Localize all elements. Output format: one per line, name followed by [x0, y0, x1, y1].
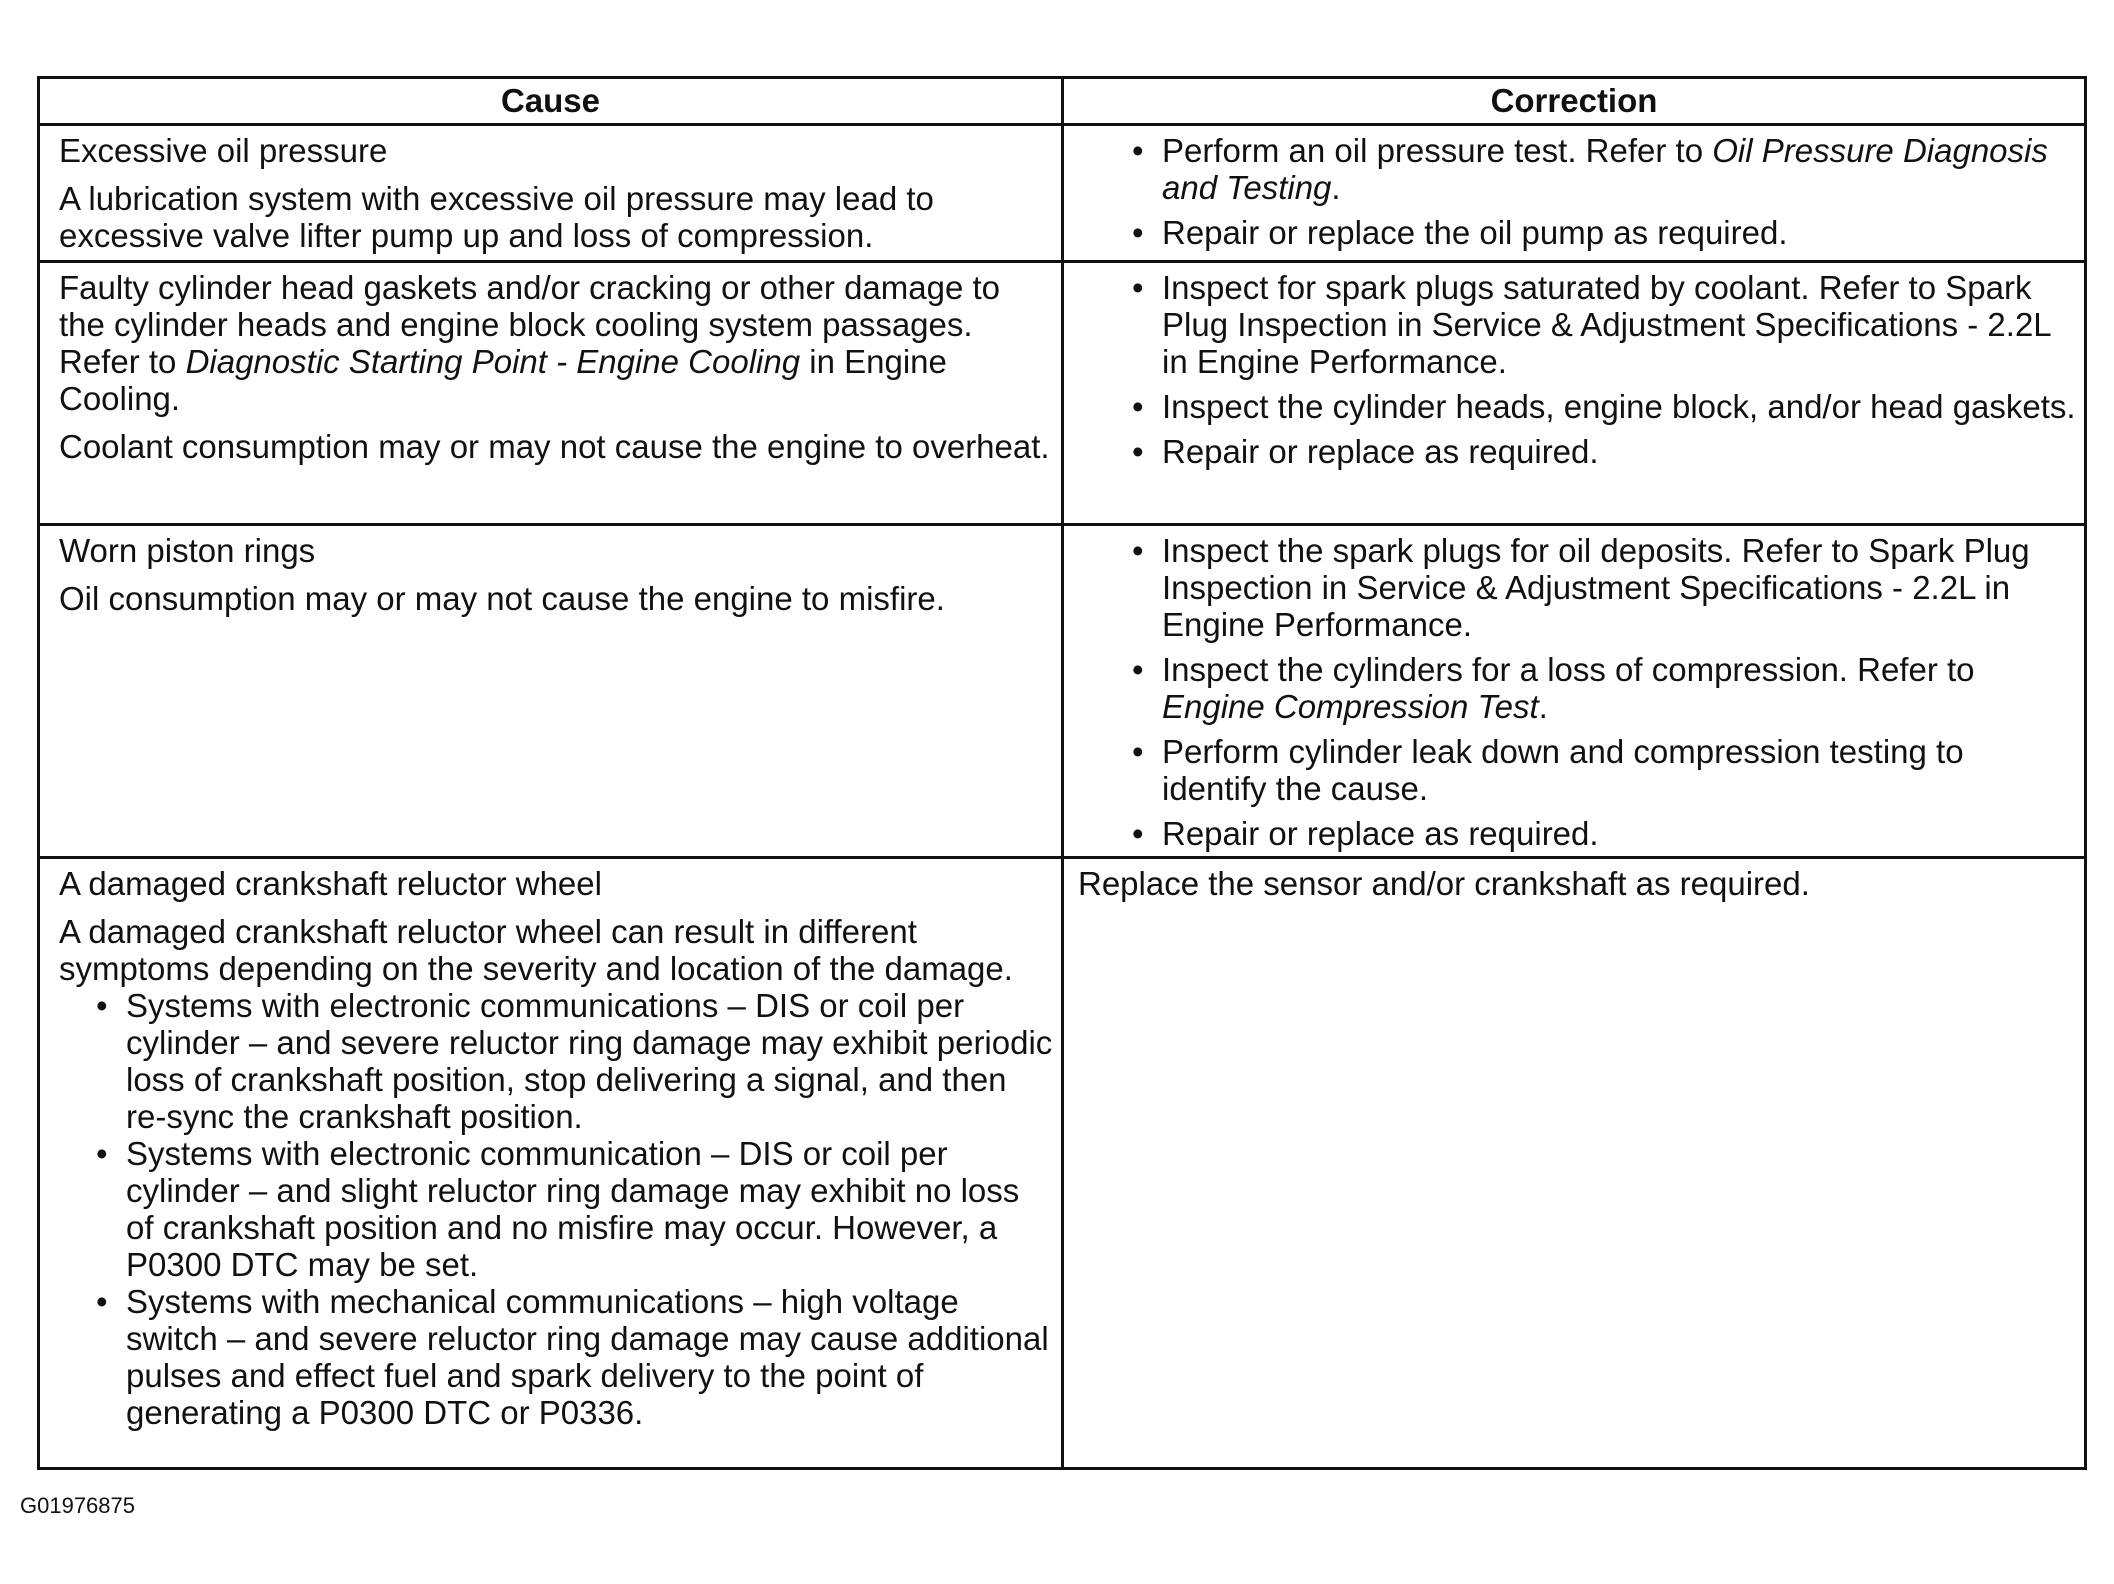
correction-text: .: [1538, 688, 1548, 725]
cause-cell: [39, 262, 1063, 525]
correction-text: Inspect the cylinders for a loss of compression. Refer to: [1162, 651, 1975, 688]
correction-item: • Repair or replace the oil pump as required.: [1078, 214, 2076, 251]
cause-description: A damaged crankshaft reluctor wheel can result in different symptoms depending on the severity and location of the damage.: [59, 913, 1013, 987]
header-row: [39, 78, 2086, 125]
cause-item: • Systems with mechanical communications – high voltage switch – and severe reluctor ring damage may cause additional pulses and effect fuel and spark delivery to the point of generating a P0300 DTC or P0336.: [59, 1283, 1053, 1431]
correction-item: • Inspect the spark plugs for oil deposits. Refer to Spark Plug Inspection in Service & Adjustment Specifications - 2.2L in Engine Performance.: [1078, 532, 2076, 643]
cause-description: Coolant consumption may or may not cause the engine to overheat.: [59, 428, 1050, 465]
cause-item: • Systems with electronic communication – DIS or coil per cylinder – and slight reluctor ring damage may exhibit no loss of crankshaft position and no misfire may occur. However, a P0300 DTC may be set.: [59, 1135, 1053, 1283]
correction-text: Replace the sensor and/or crankshaft as required.: [1078, 865, 1810, 902]
correction-item: • Repair or replace as required.: [1078, 815, 2076, 852]
correction-item: [1078, 132, 2076, 206]
table-row: [39, 262, 2086, 525]
cause-list: [59, 987, 1053, 1431]
correction-header: Correction: [1063, 78, 2086, 125]
correction-cell: [1063, 262, 2086, 525]
correction-list: [1078, 132, 2076, 251]
cause-text: Faulty cylinder head gaskets and/or cracking or other damage to the cylinder heads and engine block cooling system passages. Refer to: [59, 269, 1001, 380]
correction-text: .: [1331, 169, 1341, 206]
figure-id: G01976875: [20, 1493, 135, 1518]
correction-text: Perform an oil pressure test. Refer to: [1162, 132, 1713, 169]
cause-item: • Systems with electronic communications – DIS or coil per cylinder – and severe reluctor ring damage may exhibit periodic loss of crankshaft position, stop delivering a signal, and then re-sync the crankshaft position.: [59, 987, 1053, 1135]
correction-item: • Perform cylinder leak down and compression testing to identify the cause.: [1078, 733, 2076, 807]
diagnostic-table: [37, 76, 2087, 1470]
correction-list: [1078, 532, 2076, 852]
table-row: [39, 525, 2086, 858]
cause-header: Cause: [39, 78, 1063, 125]
cause-title: A damaged crankshaft reluctor wheel: [59, 865, 602, 902]
cause-description: [59, 269, 1053, 417]
cause-cell: [39, 858, 1063, 1469]
correction-item: [1078, 651, 2076, 725]
cause-cell: [39, 125, 1063, 262]
cause-title: Excessive oil pressure: [59, 132, 388, 169]
correction-item: • Repair or replace as required.: [1078, 433, 2076, 470]
reference-link-text: Engine Compression Test: [1162, 688, 1539, 725]
cause-description: A lubrication system with excessive oil pressure may lead to excessive valve lifter pump up and loss of compression.: [59, 180, 934, 254]
correction-list: [1078, 269, 2076, 470]
cause-cell: [39, 525, 1063, 858]
table-row: [39, 858, 2086, 1469]
correction-cell: [1063, 125, 2086, 262]
table-row: [39, 125, 2086, 262]
reference-link-text: Oil Pressure Diagnosis and Testing: [1162, 132, 2048, 206]
correction-item: • Inspect for spark plugs saturated by coolant. Refer to Spark Plug Inspection in Service & Adjustment Specifications - 2.2L in Engine Performance.: [1078, 269, 2076, 380]
correction-cell: [1063, 858, 2086, 1469]
cause-description: Oil consumption may or may not cause the engine to misfire.: [59, 580, 945, 617]
cause-text: in Engine Cooling.: [59, 343, 947, 417]
cause-title: Worn piston rings: [59, 532, 316, 569]
correction-cell: [1063, 525, 2086, 858]
correction-item: • Inspect the cylinder heads, engine block, and/or head gaskets.: [1078, 388, 2076, 425]
reference-link-text: Diagnostic Starting Point - Engine Cooling: [185, 343, 801, 380]
